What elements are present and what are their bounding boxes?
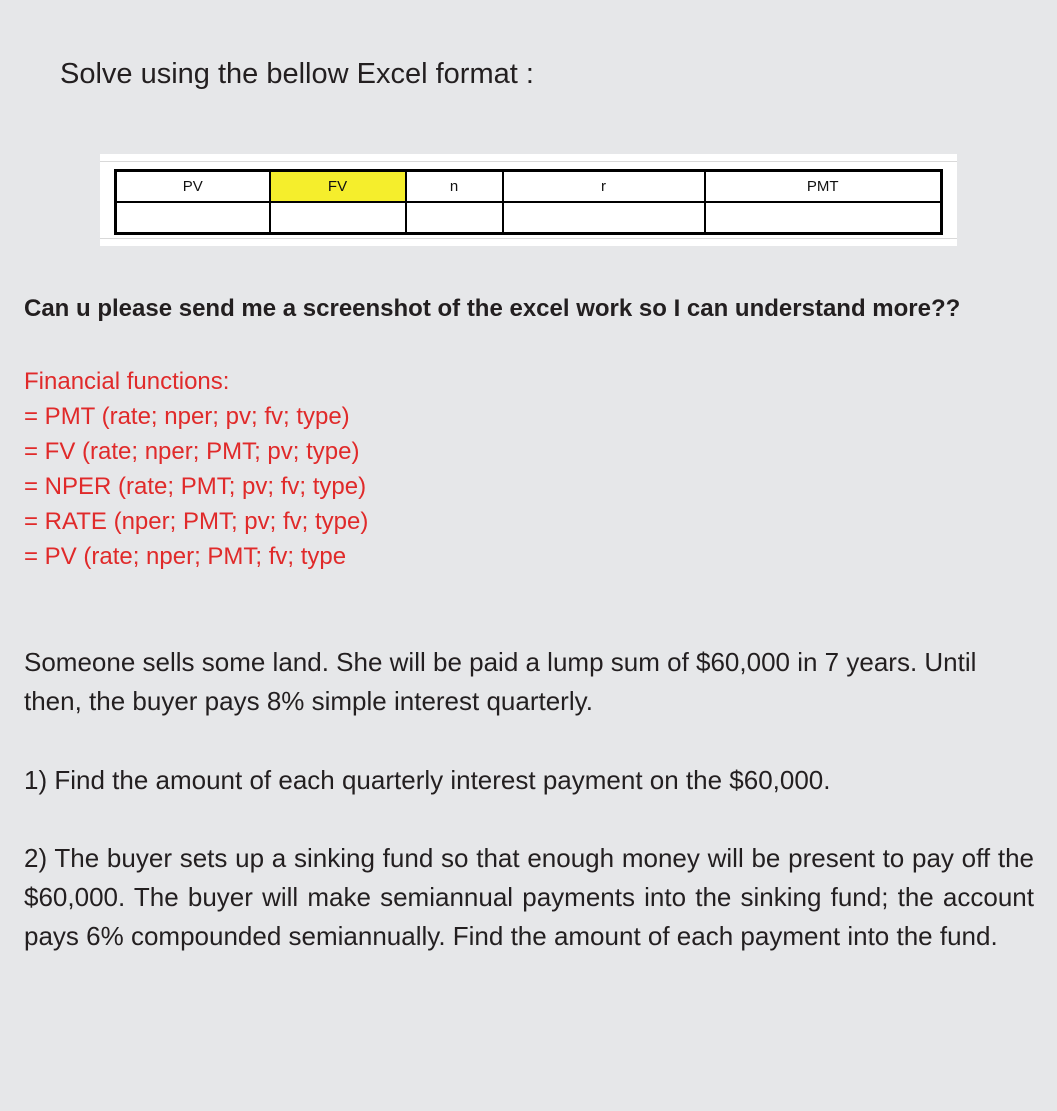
value-cell-fv — [270, 202, 406, 234]
header-cell-r: r — [503, 171, 705, 203]
excel-value-row — [116, 202, 942, 234]
header-cell-pv: PV — [116, 171, 270, 203]
value-cell-pv — [116, 202, 270, 234]
value-cell-pmt — [705, 202, 942, 234]
function-pv: = PV (rate; nper; PMT; fv; type — [24, 543, 347, 570]
function-pmt: = PMT (rate; nper; pv; fv; type) — [24, 403, 350, 430]
function-nper: = NPER (rate; PMT; pv; fv; type) — [24, 473, 367, 500]
problem-intro: Someone sells some land. She will be paid a lump sum of $60,000 in 7 years. Until then, the buyer pays 8% simple interest quarterly. — [24, 647, 977, 716]
header-cell-fv: FV — [270, 171, 406, 203]
value-cell-n — [406, 202, 503, 234]
excel-header-row — [116, 171, 942, 203]
problem-part-2: 2) The buyer sets up a sinking fund so that enough money will be present to pay off the $60,000. The buyer will make semiannual payments into the sinking fund; the account pays 6% compounded semiannually. Find the amount of each payment into the fund. — [24, 843, 1034, 951]
function-fv: = FV (rate; nper; PMT; pv; type) — [24, 438, 360, 465]
problem-part-1: 1) Find the amount of each quarterly interest payment on the $60,000. — [24, 765, 831, 795]
value-cell-r — [503, 202, 705, 234]
page-heading: Solve using the bellow Excel format : — [60, 58, 534, 90]
sheet-gridline — [100, 161, 957, 162]
financial-functions — [24, 364, 368, 574]
excel-table-screenshot — [100, 154, 957, 246]
excel-table — [114, 169, 943, 235]
header-cell-n: n — [406, 171, 503, 203]
function-rate: = RATE (nper; PMT; pv; fv; type) — [24, 508, 369, 535]
financial-functions-title: Financial functions: — [24, 368, 230, 395]
question-text: Can u please send me a screenshot of the excel work so I can understand more?? — [24, 295, 961, 322]
sheet-gridline — [100, 238, 957, 239]
header-cell-pmt: PMT — [705, 171, 942, 203]
